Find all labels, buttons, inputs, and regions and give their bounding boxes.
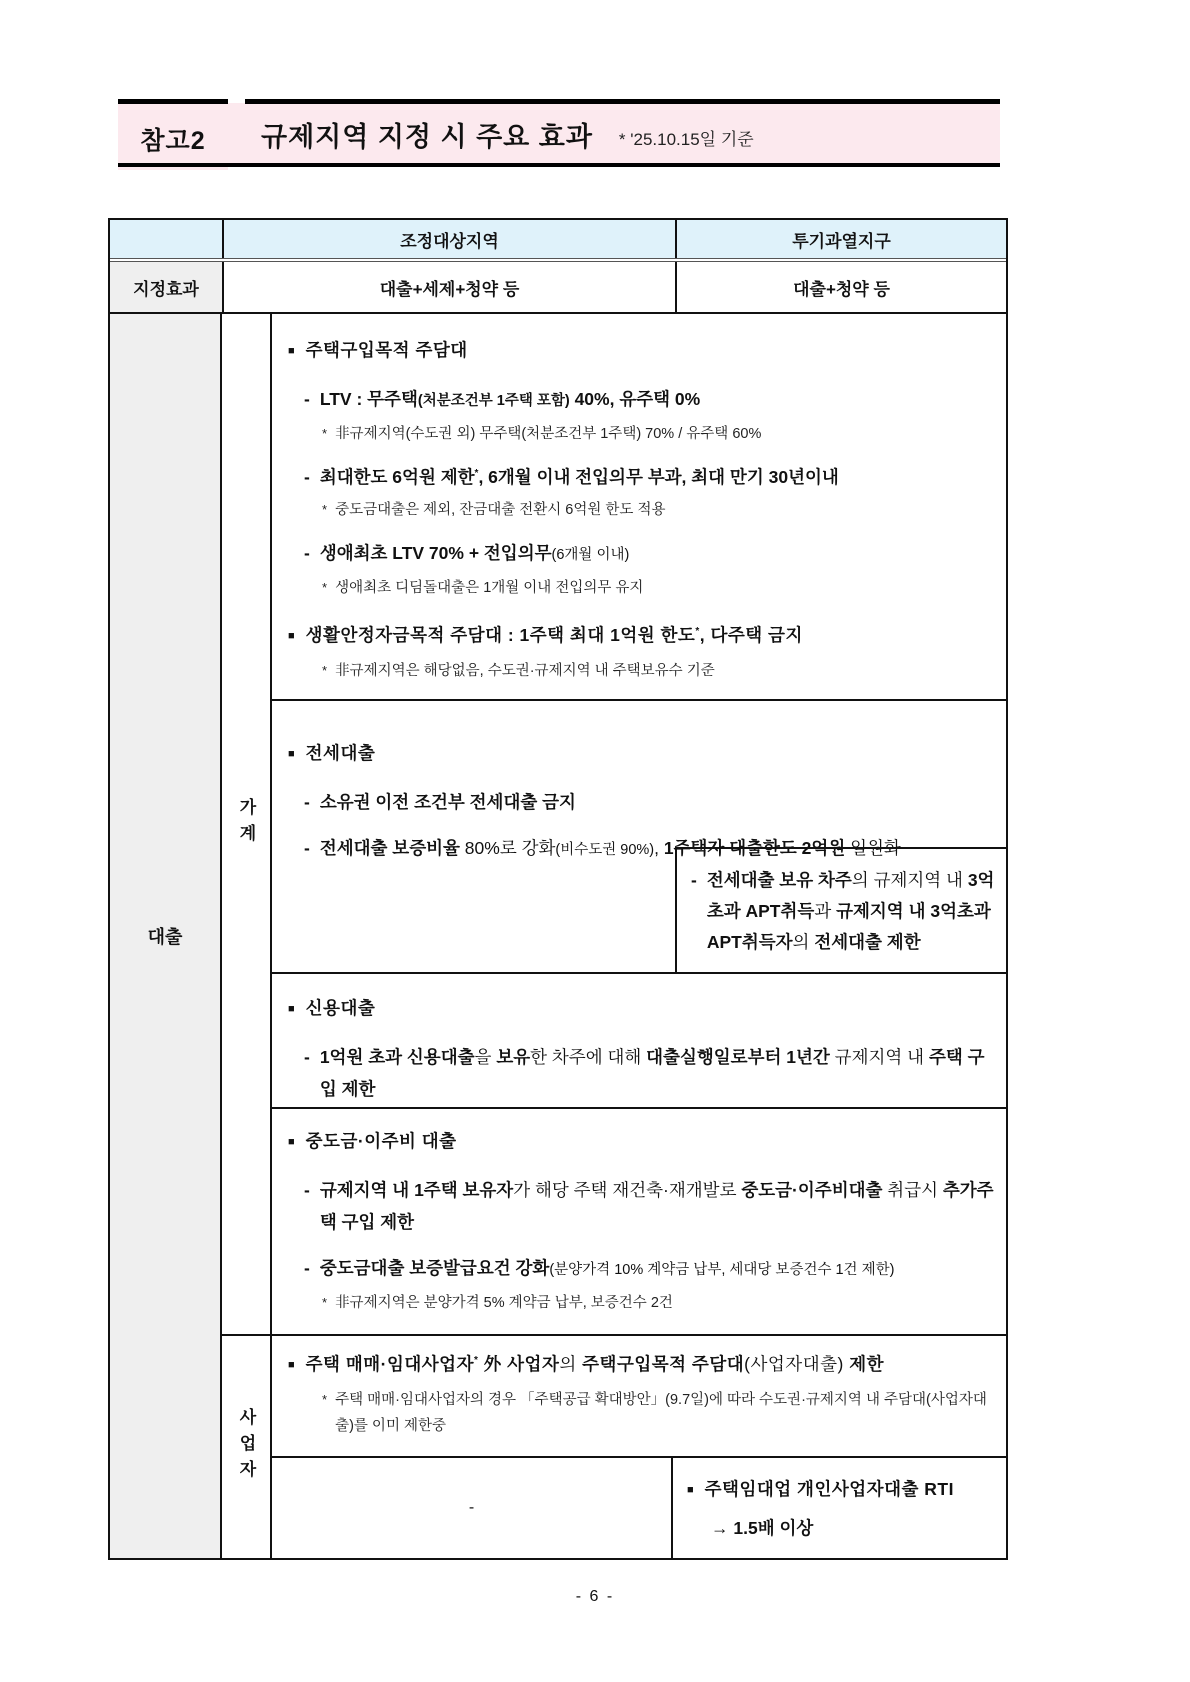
reference-tag-label: 참고2 <box>140 127 206 155</box>
text-line-bullet: ■ 중도금·이주비 대출 <box>288 1125 996 1160</box>
note-marker: * <box>322 1392 328 1407</box>
section-credit-loan <box>272 972 1006 1107</box>
section-interim-payment-loan <box>272 1107 1006 1334</box>
household-group <box>222 314 1006 1334</box>
dash-marker: - <box>304 1180 310 1200</box>
note-marker: * <box>322 663 328 678</box>
bullet-marker: ■ <box>288 748 295 760</box>
column-header-overheat-area: 투기과열지구 <box>675 220 1006 258</box>
row-label-loan: 대출 <box>110 314 222 1558</box>
title-box <box>245 99 1000 161</box>
text-line-bullet: ■ 주택구입목적 주담대 <box>288 334 996 369</box>
text-line-dash: - 최대한도 6억원 제한*, 6개월 이내 전입의무 부과, 최대 만기 30년이내 <box>288 461 996 493</box>
text-line-dash: - 1억원 초과 신용대출을 보유한 차주에 대해 대출실행일로부터 1년간 규제지역 내 주택 구입 제한 <box>288 1041 996 1105</box>
household-content <box>272 314 1006 1334</box>
text-line-note: * 非규제지역은 분양가격 5% 계약금 납부, 보증건수 2건 <box>288 1290 996 1316</box>
bullet-marker: ■ <box>687 1484 694 1496</box>
text-line-note: * 非규제지역(수도권 외) 무주택(처분조건부 1주택) 70% / 유주택 60% <box>288 421 996 447</box>
jeonse-overheat-cell <box>675 847 1006 972</box>
dash-marker: - <box>304 838 310 858</box>
effects-table <box>108 218 1008 1560</box>
header-empty-cell <box>110 220 222 258</box>
business-bottom-row <box>272 1456 1006 1558</box>
reference-tag <box>118 99 228 170</box>
effect-overheat-cell: 대출+청약 등 <box>675 262 1006 312</box>
dash-marker: - <box>304 543 310 563</box>
bullet-marker: ■ <box>288 1359 295 1371</box>
text-line-bullet: ■ 주택 매매·임대사업자* 外 사업자의 주택구입목적 주담대(사업자대출) 제한 <box>288 1348 996 1383</box>
bullet-marker: ■ <box>288 345 295 357</box>
text-line-note: * 중도금대출은 제외, 잔금대출 전환시 6억원 한도 적용 <box>288 497 996 523</box>
column-header-adjust-area: 조정대상지역 <box>222 220 675 258</box>
text-line-dash: - LTV : 무주택(처분조건부 1주택 포함) 40%, 유주택 0% <box>288 383 996 417</box>
business-adjust-empty-cell: - <box>468 1499 475 1516</box>
text-line-bullet: ■ 주택임대업 개인사업자대출 RTI <box>687 1474 998 1507</box>
section-rti <box>671 1458 1006 1558</box>
dash-marker: - <box>304 792 310 812</box>
text-line-plain: → 1.5배 이상 <box>711 1518 814 1538</box>
dash-marker: - <box>304 389 310 409</box>
table-body <box>110 314 1006 1558</box>
effect-adjust-cell: 대출+세제+청약 등 <box>222 262 675 312</box>
section-home-mortgage <box>272 314 1006 699</box>
bullet-marker: ■ <box>288 1003 295 1015</box>
note-marker: * <box>322 426 328 441</box>
table-header-row <box>110 220 1006 262</box>
note-marker: * <box>322 1295 328 1310</box>
business-group <box>222 1334 1006 1558</box>
title-note: * '25.10.15일 기준 <box>618 130 754 149</box>
text-line-bullet: ■ 전세대출 <box>288 737 998 772</box>
dash-marker: - <box>691 870 697 890</box>
dash-marker: - <box>304 1258 310 1278</box>
loan-content <box>222 314 1006 1558</box>
text-line-note: * 생애최초 디딤돌대출은 1개월 이내 전입의무 유지 <box>288 575 996 601</box>
text-line-dash: - 전세대출 보유 차주의 규제지역 내 3억초과 APT취득과 규제지역 내 3억초과 APT취득자의 전세대출 제한 <box>687 865 998 958</box>
text-line-note: * 주택 매매·임대사업자의 경우 「주택공급 확대방안」(9.7일)에 따라 수도권·규제지역 내 주담대(사업자대출)를 이미 제한중 <box>288 1387 996 1439</box>
effect-row <box>110 262 1006 314</box>
page-number: - 6 - <box>575 1588 615 1605</box>
text-line-bullet: ■ 생활안정자금목적 주담대 : 1주택 최대 1억원 한도*, 다주택 금지 <box>288 619 996 654</box>
text-line-dash: - 중도금대출 보증발급요건 강화(분양가격 10% 계약금 납부, 세대당 보증건수 1건 제한) <box>288 1252 996 1286</box>
text-line-dash: - 규제지역 내 1주택 보유자가 해당 주택 재건축·재개발로 중도금·이주비대출 취급시 추가주택 구입 제한 <box>288 1174 996 1238</box>
note-marker: * <box>322 502 328 517</box>
row-label-household: 가계 <box>222 314 272 1334</box>
dash-marker: - <box>304 1047 310 1067</box>
row-label-business: 사업자 <box>222 1336 272 1558</box>
note-marker: * <box>322 580 328 595</box>
text-line-dash: - 전세대출 보증비율 80%로 강화(비수도권 90%), 1주택자 대출한도 2억원 일원화 <box>288 832 998 866</box>
section-jeonse-loan <box>272 699 1006 972</box>
doc-header <box>118 103 1000 165</box>
bullet-marker: ■ <box>288 1136 295 1148</box>
dash-marker: - <box>304 467 310 487</box>
page-title: 규제지역 지정 시 주요 효과 <box>261 122 593 152</box>
text-line-note: * 非규제지역은 해당없음, 수도권·규제지역 내 주택보유수 기준 <box>288 658 996 684</box>
business-content <box>272 1336 1006 1558</box>
text-line-bullet: ■ 신용대출 <box>288 992 996 1027</box>
section-business-mortgage <box>272 1336 1006 1456</box>
text-line-dash: - 생애최초 LTV 70% + 전입의무(6개월 이내) <box>288 537 996 571</box>
bullet-marker: ■ <box>288 630 295 642</box>
effect-row-label: 지정효과 <box>110 262 222 312</box>
text-line-dash: - 소유권 이전 조건부 전세대출 금지 <box>288 786 998 818</box>
